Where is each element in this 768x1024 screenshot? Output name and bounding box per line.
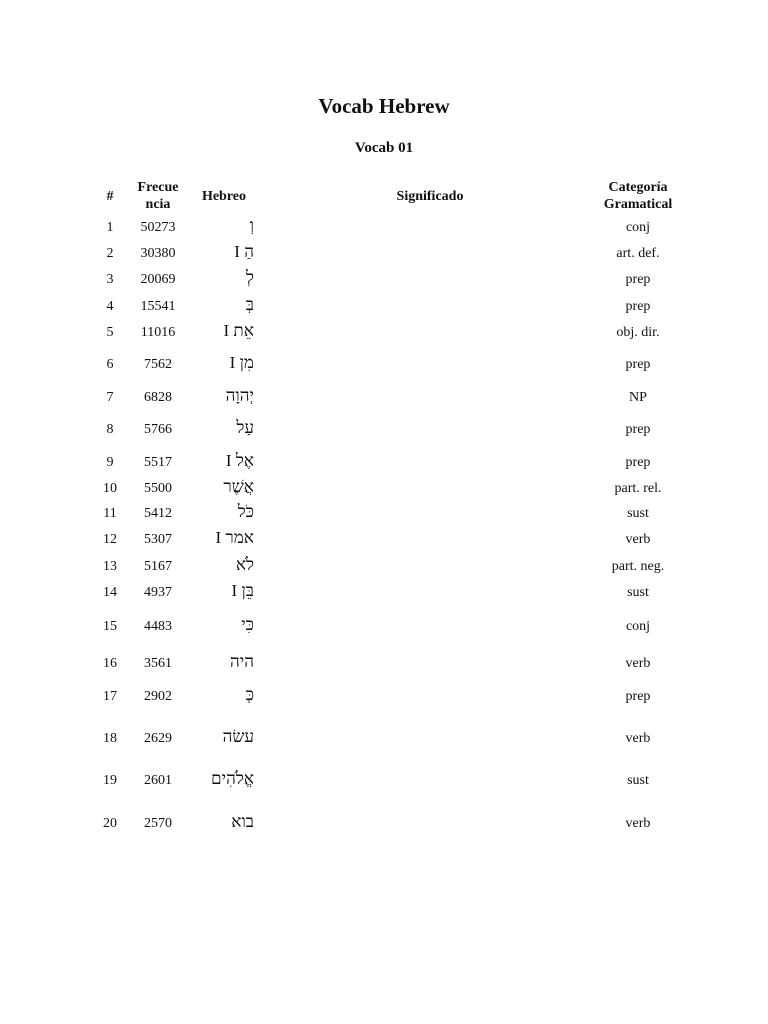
row-number: 17 (103, 689, 117, 704)
row-number: 10 (103, 481, 117, 496)
row-category: verb (625, 731, 651, 746)
row-number: 11 (103, 506, 117, 521)
row-category: verb (625, 656, 651, 671)
row-number: 19 (103, 773, 117, 788)
row-frequency: 5500 (144, 481, 172, 496)
row-frequency: 7562 (144, 357, 172, 372)
row-hebrew-word: היה (229, 652, 254, 671)
row-category: conj (625, 619, 651, 634)
row-category: part. neg. (611, 559, 665, 574)
row-frequency: 2629 (144, 731, 172, 746)
row-number: 6 (106, 357, 114, 372)
row-number: 12 (103, 532, 117, 547)
row-number: 2 (106, 246, 114, 261)
row-category: part. rel. (614, 481, 662, 496)
row-category: obj. dir. (616, 325, 660, 340)
row-category: sust (627, 773, 649, 788)
row-number: 9 (106, 455, 114, 470)
row-hebrew-word: כְּ (245, 685, 254, 704)
row-category: art. def. (616, 246, 660, 261)
row-frequency: 4483 (144, 619, 172, 634)
row-number: 7 (106, 390, 114, 405)
row-hebrew-word: אֱלֹהִים (211, 769, 254, 788)
row-hebrew-word: כִּי (241, 615, 254, 634)
row-frequency: 20069 (140, 272, 176, 287)
row-frequency: 50273 (140, 220, 176, 235)
row-frequency: 6828 (144, 390, 172, 405)
row-frequency: 5766 (144, 422, 172, 437)
row-frequency: 5412 (144, 506, 172, 521)
row-number: 4 (106, 299, 114, 314)
row-hebrew-word: עשׂה (222, 727, 254, 746)
row-category: prep (625, 357, 651, 372)
row-hebrew-word: בֵּן I (231, 581, 254, 600)
row-frequency: 4937 (144, 585, 172, 600)
row-frequency: 30380 (140, 246, 176, 261)
row-number: 16 (103, 656, 117, 671)
row-hebrew-word: הַ I (234, 242, 254, 261)
row-frequency: 2601 (144, 773, 172, 788)
row-frequency: 3561 (144, 656, 172, 671)
document-title: Vocab Hebrew (318, 94, 450, 118)
header-number: # (106, 189, 114, 204)
row-number: 15 (103, 619, 117, 634)
header-hebrew: Hebreo (201, 189, 247, 204)
row-number: 3 (106, 272, 114, 287)
row-number: 14 (103, 585, 117, 600)
row-hebrew-word: מִן I (229, 353, 254, 372)
row-frequency: 15541 (140, 299, 176, 314)
row-frequency: 5167 (144, 559, 172, 574)
row-hebrew-word: אמר I (215, 528, 254, 547)
row-category: sust (627, 585, 649, 600)
row-hebrew-word: יְהוָה (225, 386, 254, 405)
row-frequency: 11016 (140, 325, 176, 340)
row-number: 13 (103, 559, 117, 574)
row-category: prep (625, 422, 651, 437)
row-category: sust (627, 506, 649, 521)
row-frequency: 2902 (144, 689, 172, 704)
row-number: 1 (106, 220, 114, 235)
row-hebrew-word: כֹּל (237, 502, 254, 521)
row-hebrew-word: אֶל I (225, 451, 254, 470)
row-hebrew-word: לְ (246, 268, 254, 287)
row-hebrew-word: לֹא (235, 555, 254, 574)
header-frequency (128, 179, 188, 213)
row-hebrew-word: אֲשֶׁר (223, 477, 254, 496)
row-category: NP (629, 390, 647, 405)
row-frequency: 2570 (144, 816, 172, 831)
row-category: verb (625, 816, 651, 831)
header-category (580, 179, 696, 213)
row-category: prep (625, 689, 651, 704)
header-frequency-line2: ncia (145, 197, 171, 212)
row-category: prep (625, 299, 651, 314)
row-frequency: 5517 (144, 455, 172, 470)
row-number: 8 (106, 422, 114, 437)
row-category: prep (625, 272, 651, 287)
row-hebrew-word: בְּ (245, 295, 254, 314)
header-category-line1: Categoría (608, 180, 668, 195)
row-hebrew-word: אֵת I (223, 321, 254, 340)
row-category: verb (625, 532, 651, 547)
row-category: prep (625, 455, 651, 470)
header-meaning: Significado (396, 189, 464, 204)
row-hebrew-word: עַל (236, 418, 254, 437)
row-number: 5 (106, 325, 114, 340)
row-number: 20 (103, 816, 117, 831)
header-category-line2: Gramatical (603, 197, 673, 212)
row-category: conj (625, 220, 651, 235)
row-hebrew-word: בוא (231, 812, 254, 831)
header-frequency-line1: Frecue (137, 180, 179, 195)
row-frequency: 5307 (144, 532, 172, 547)
row-hebrew-word: וְ (249, 216, 254, 235)
row-number: 18 (103, 731, 117, 746)
document-subtitle: Vocab 01 (354, 140, 414, 156)
